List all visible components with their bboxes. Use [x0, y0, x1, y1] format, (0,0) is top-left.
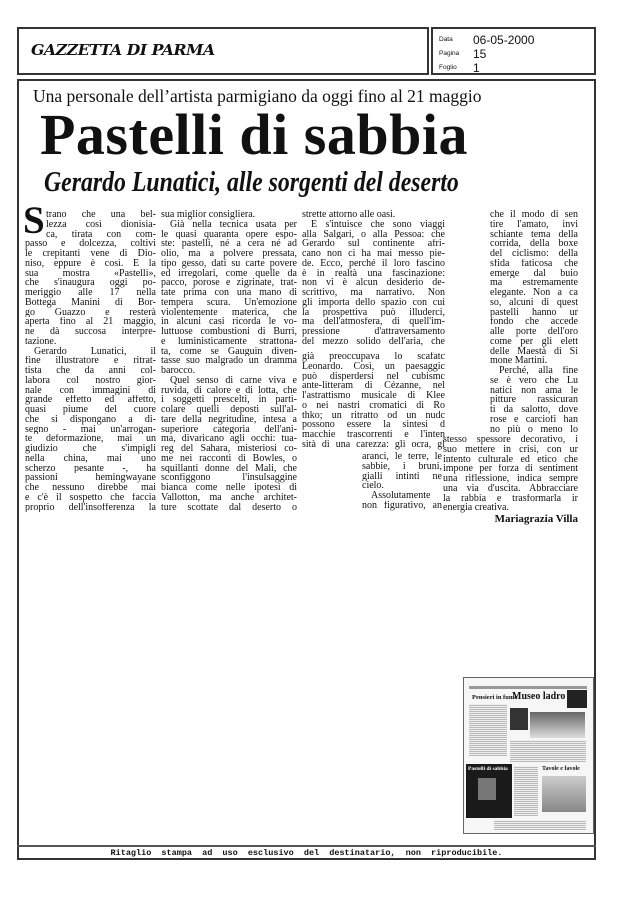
text-line: pitture rassicuran [490, 395, 578, 405]
text-line: corrida, della boxe [490, 239, 578, 249]
thumb-headline: Tavole e favole [542, 766, 580, 772]
text-line: già preoccupava lo scafatc [302, 352, 445, 362]
text-line: pastelli hanno ur [490, 307, 578, 318]
text-line: nella china, mai uno [25, 453, 156, 464]
text-line: i soggetti prescelti, in parti- [161, 395, 297, 405]
article-title: Pastelli di sabbia [40, 102, 468, 167]
text-line: proprio dell'insofferenza la [25, 502, 156, 513]
text-line: de. Ecco, perché il loro fascino [302, 258, 445, 269]
text-line: del mezzo solido dell'aria, che [302, 336, 445, 347]
text-line: possono essere la sintesi d [302, 420, 445, 430]
text-line: go Guazzo e resterà [25, 307, 156, 318]
text-line: pressione d'attraversamento [302, 327, 445, 337]
text-line: sua miglior consigliera. [161, 210, 256, 220]
text-line: ma, divaricano agli occhi: tua- [161, 434, 297, 444]
text-line: Perché, alla fine [499, 366, 578, 376]
column-4-bottom [443, 435, 578, 513]
text-line: energia creativa. [443, 503, 509, 513]
text-line: schiante tema della [490, 229, 578, 240]
text-line: cano non ci ha mai messo pie- [302, 249, 445, 259]
text-line: tazione. [25, 336, 57, 347]
text-line: è in realtà una fascinazione: [302, 268, 445, 279]
text-line: stesso spessore decorativo, i [443, 435, 578, 445]
text-line: grande effetto ed affetto, [25, 395, 156, 405]
text-line: sua mostra «Pastelli», [25, 268, 156, 279]
article-author: Mariagrazia Villa [494, 513, 578, 525]
text-line: tasse suo malgrado un dramma [161, 356, 297, 366]
text-line: ca, tirata con com- [46, 229, 156, 240]
text-line: che s'inaugura oggi po- [25, 278, 156, 288]
text-line: niso, eppure è così. E la [25, 258, 156, 269]
meta-value: 1 [473, 60, 480, 75]
text-line: bianca come nelle ipotesi di [161, 483, 297, 493]
text-line: superiore categoria dell'ani- [161, 424, 297, 435]
text-line: una riflessione, indica sempre [443, 474, 578, 484]
text-line: le crepitanti vene di Dio- [25, 249, 156, 259]
column-3-bottom [362, 452, 442, 511]
text-line: olio, ma a polvere pressata, [161, 249, 297, 259]
article-subtitle: Gerardo Lunatici, alle sorgenti del deserto [44, 166, 459, 198]
text-line: come per gli elett [490, 336, 578, 347]
text-line: emerge dal buio [490, 268, 578, 279]
text-line: può disperdersi nel cubismc [302, 371, 445, 382]
page-thumbnail [463, 677, 594, 834]
text-line: lezza così dionisia- [46, 219, 156, 230]
text-line: le quasi quaranta opere espo- [161, 229, 297, 240]
text-line: Quel senso di carne viva e [170, 375, 297, 386]
text-line: Già nella tecnica usata per [170, 219, 297, 230]
column-2 [161, 210, 297, 512]
text-line: barocco. [161, 366, 196, 376]
text-line: passioni hemingwayane [25, 473, 156, 483]
text-line: violentemente materica, che [161, 307, 297, 318]
text-line: ma dell'atmosfera, di quell'im- [302, 317, 445, 327]
text-line: te deformazione, mai un [25, 434, 156, 444]
text-line: se è vero che Lu [490, 375, 578, 386]
text-line: fine illustratore e ritrat- [25, 356, 156, 366]
text-line: rose e carciofi han [490, 414, 578, 425]
text-line: ruvida, di calore e di lotta, che [161, 385, 297, 396]
text-line: sabbie, i bruni, [362, 461, 442, 472]
text-line: natici non ama le [490, 385, 578, 396]
text-line: in alcuni casi ricorda le vo- [161, 317, 297, 327]
text-line: sfida faticosa che [490, 258, 578, 269]
text-line: giudizio che s'impigli [25, 444, 156, 454]
text-line: trano che una bel- [46, 210, 156, 220]
text-line: so, alcuni di quest [490, 297, 578, 308]
text-line: segno - mai un'arrogan- [25, 424, 156, 435]
clipping-meta-box [431, 27, 596, 75]
footer-divider [17, 845, 596, 847]
text-line: che nessuno direbbe mai [25, 483, 156, 493]
text-line: gli importa dello spazio con cui [302, 297, 445, 308]
text-line: tipo gesso, dati su carte povere [161, 258, 297, 269]
text-line: alla Salgari, o alla Pessoa: che [302, 229, 445, 240]
text-line: tate prima con una mano di [161, 288, 297, 298]
text-line: che si dispongano a di- [25, 414, 156, 425]
text-line: Leonardo. Così, un paesaggic [302, 361, 445, 372]
text-line: colare quelli deposti sull'al- [161, 405, 297, 415]
text-line: scrittivo, ma narrativo. Non [302, 288, 445, 298]
text-line: e luministicamente strattona- [161, 336, 297, 347]
text-line: Gerardo Lunatici, il [34, 346, 156, 357]
text-line: tista che da anni col- [25, 366, 156, 376]
text-line: no più o meno lo [490, 424, 578, 435]
text-line: ne dà succosa interpre- [25, 327, 156, 337]
text-line: thko; un ritratto od un nudc [302, 410, 445, 421]
text-line: gialli intinti ne [362, 471, 442, 482]
text-line: meriggio alle 17 nella [25, 288, 156, 298]
text-line: quasi piume del cuore [25, 405, 156, 415]
meta-value: 15 [473, 46, 487, 61]
text-line: ante-litteram di Cézanne, nel [302, 381, 445, 391]
text-line: labora col nostro gior- [25, 375, 156, 386]
text-line: l'astrattismo musicale di Klee [302, 391, 445, 401]
text-line: pacco, porose e zigrinate, trat- [161, 278, 297, 288]
text-line: Bottega Manini di Bor- [25, 297, 156, 308]
text-line: tare della negritudine, intesa a [161, 414, 297, 425]
text-line: ta, come se Gauguin diven- [161, 346, 297, 357]
text-line: ti da salotto, dove [490, 405, 578, 415]
text-line: scherzo pesante -, ha [25, 463, 156, 474]
text-line: passo e dolcezza, coltivi [25, 239, 156, 249]
text-line: ste: pastelli, né a cera né ad [161, 239, 297, 249]
text-line: impone per forza di sentiment [443, 464, 578, 474]
text-line: o nei nastri cromatici di Ro [302, 400, 445, 411]
text-line: non figurativo, an [362, 500, 442, 511]
text-line: cielo. [362, 481, 384, 491]
text-line: Vallotton, ma anche architet- [161, 492, 297, 503]
text-line: sità di una carezza: gli ocra, gl [302, 439, 445, 450]
text-line: ma estremamente [490, 278, 578, 288]
text-line: la prospettiva può illuderci, [302, 307, 445, 318]
column-3-top [302, 210, 445, 347]
text-line: intento culturale ed etico che [443, 454, 578, 465]
text-line: mone Martini. [490, 356, 548, 366]
text-line: aranci, le terre, le [362, 452, 442, 462]
text-line: tire l'amato, invi [490, 219, 578, 230]
newspaper-logo: GAZZETTA DI PARMA [31, 41, 215, 59]
thumb-headline: Pensieri in fumo [472, 694, 518, 701]
text-line: non vi è alcun desiderio de- [302, 278, 445, 288]
meta-label: Pagina [439, 50, 460, 58]
masthead-box [17, 27, 429, 75]
text-line: e c'è il sospetto che faccia [25, 492, 156, 503]
thumb-headline: Museo ladro [512, 691, 566, 702]
text-line: Gerardo sul continente afri- [302, 239, 445, 249]
text-line: la rabbia e trasformarla ir [443, 493, 578, 504]
text-line: alle porte dell'oro [490, 327, 578, 337]
text-line: fondo che accede [490, 317, 578, 327]
meta-value: 06-05-2000 [473, 32, 535, 47]
text-line: sconfiggono l'insulsaggine [161, 473, 297, 483]
meta-label: Foglio [439, 64, 457, 72]
text-line: luttuose combustioni di Burri, [161, 327, 297, 337]
text-line: una via d'uscita. Abbracciare [443, 483, 578, 494]
text-line: del ciclismo: della [490, 249, 578, 259]
text-line: E s'intuisce che sono viaggi [311, 219, 445, 230]
text-line: me nei racconti di Bowles, o [161, 453, 297, 464]
text-line: reg del Sahara, misteriosi co- [161, 444, 297, 454]
text-line: che il modo di sen [490, 210, 578, 220]
article-kicker: Una personale dell’artista parmigiano da oggi fino al 21 maggio [33, 86, 482, 106]
text-line: suo mettere in crisi, con ur [443, 444, 578, 455]
meta-sheet [439, 59, 480, 77]
text-line: strette attorno alle oasi. [302, 210, 396, 220]
text-line: elegante. Non a ca [490, 288, 578, 298]
text-line: ture scottate dal deserto o [161, 502, 297, 513]
text-line: squillanti donne del Mali, che [161, 463, 297, 474]
column-4-top [490, 210, 578, 434]
column-1 [25, 210, 156, 512]
text-line: nale con immagini di [25, 385, 156, 396]
text-line: ed irregolari, come quelle da [161, 268, 297, 279]
meta-label: Data [439, 36, 453, 44]
copyright-notice: Ritaglio stampa ad uso esclusivo del destinatario, non riproducibile. [110, 848, 503, 858]
drop-cap: S [23, 199, 45, 242]
thumb-headline: Pastelli di sabbia [468, 766, 508, 772]
text-line: Assolutamente [371, 491, 431, 501]
text-line: delle Maestà di Si [490, 346, 578, 357]
text-line: aperta fino al 21 maggio, [25, 317, 156, 327]
text-line: tempera scura. Un'emozione [161, 297, 297, 308]
text-line: macchie trascorrenti e l'inten [302, 430, 445, 440]
column-3-middle [302, 352, 445, 450]
